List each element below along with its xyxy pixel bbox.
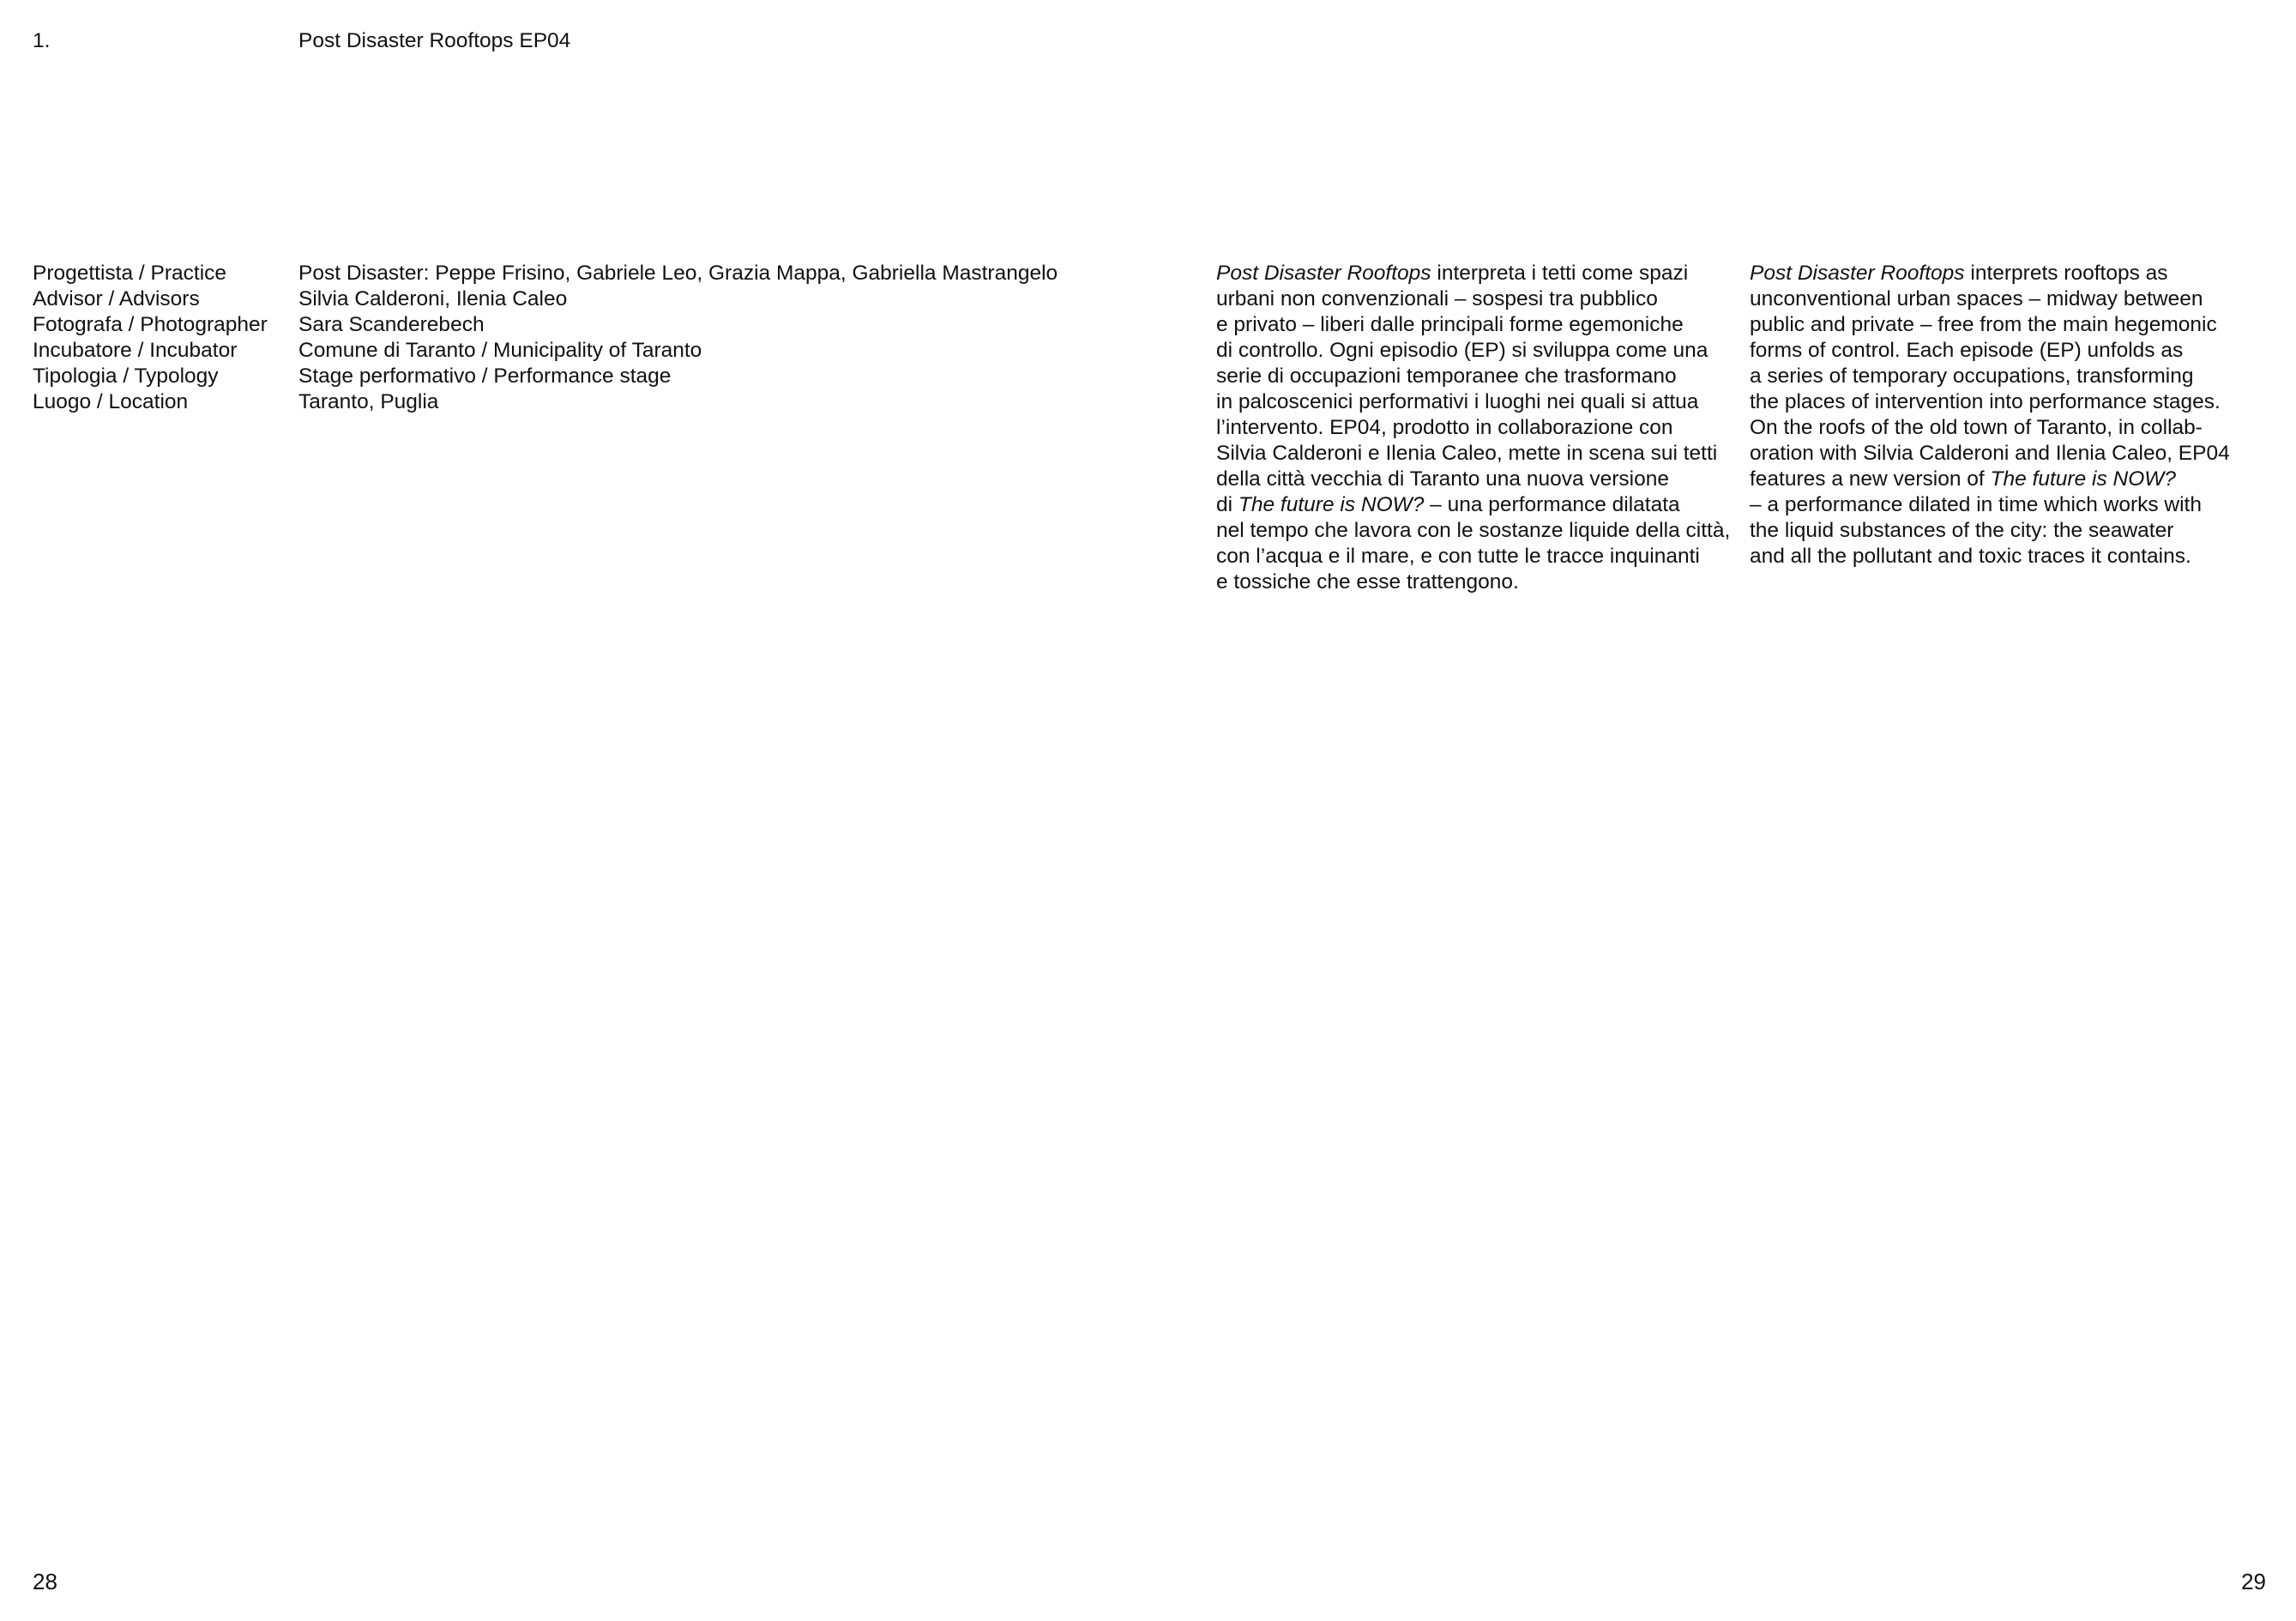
credit-value-practice: Post Disaster: Peppe Frisino, Gabriele Leo, Grazia Mappa, Gabriella Mastrangelo: [298, 262, 1058, 285]
text-line: a series of temporary occupations, transforming: [1750, 365, 2194, 388]
text-line: [1216, 261, 1748, 286]
project-name-italic: Post Disaster Rooftops: [1216, 262, 1431, 285]
text-line: [1750, 261, 2273, 286]
text-line: di controllo. Ogni episodio (EP) si sviluppa come una: [1216, 339, 1708, 362]
text-line: oration with Silvia Calderoni and Ilenia Caleo, EP04: [1750, 442, 2230, 465]
text-line: con l’acqua e il mare, e con tutte le tracce inquinanti: [1216, 545, 1700, 568]
credit-label-advisors: Advisor / Advisors: [33, 287, 200, 310]
text-line: public and private – free from the main hegemonic: [1750, 313, 2217, 336]
text-line: e privato – liberi dalle principali forme egemoniche: [1216, 313, 1684, 336]
text-line: unconventional urban spaces – midway between: [1750, 287, 2203, 310]
text-line: in palcoscenici performativi i luoghi nei quali si attua: [1216, 390, 1699, 413]
text-line: forms of control. Each episode (EP) unfolds as: [1750, 339, 2184, 362]
text-line: the liquid substances of the city: the seawater: [1750, 519, 2174, 542]
text-line: Silvia Calderoni e Ilenia Caleo, mette in scena sui tetti: [1216, 442, 1718, 465]
project-title: Post Disaster Rooftops EP04: [298, 29, 571, 52]
work-title-italic: The future is NOW?: [1990, 467, 2177, 491]
text-line: [1216, 492, 1748, 518]
text-line: della città vecchia di Taranto una nuova versione: [1216, 467, 1669, 491]
text-line: the places of intervention into performance stages.: [1750, 390, 2221, 413]
text-line: – a performance dilated in time which works with: [1750, 493, 2202, 516]
text-fragment: interpreta i tetti come spazi: [1431, 262, 1689, 285]
description-english: [1750, 261, 2273, 569]
text-line: l’intervento. EP04, prodotto in collaborazione con: [1216, 416, 1673, 439]
description-italian: [1216, 261, 1748, 595]
credit-value-typology: Stage performativo / Performance stage: [298, 365, 672, 388]
text-line: serie di occupazioni temporanee che trasformano: [1216, 365, 1677, 388]
credit-value-photographer: Sara Scanderebech: [298, 313, 485, 336]
text-fragment: di: [1216, 493, 1238, 516]
credits-labels: [33, 261, 290, 415]
credit-value-location: Taranto, Puglia: [298, 390, 439, 413]
page-number-right: 29: [2241, 1569, 2266, 1594]
text-line: urbani non convenzionali – sospesi tra pubblico: [1216, 287, 1658, 310]
text-line: [1750, 467, 2273, 492]
credit-label-typology: Tipologia / Typology: [33, 365, 219, 388]
text-fragment: features a new version of: [1750, 467, 1991, 491]
text-line: and all the pollutant and toxic traces it contains.: [1750, 545, 2191, 568]
page-number-left: 28: [33, 1569, 57, 1594]
text-line: nel tempo che lavora con le sostanze liquide della città,: [1216, 519, 1731, 542]
text-line: On the roofs of the old town of Taranto, in collab-: [1750, 416, 2203, 439]
text-line: e tossiche che esse trattengono.: [1216, 570, 1519, 594]
project-name-italic: Post Disaster Rooftops: [1750, 262, 1965, 285]
text-fragment: – una performance dilatata: [1424, 493, 1680, 516]
credit-label-photographer: Fotografa / Photographer: [33, 313, 268, 336]
work-title-italic: The future is NOW?: [1238, 493, 1425, 516]
credit-label-practice: Progettista / Practice: [33, 262, 227, 285]
credit-value-incubator: Comune di Taranto / Municipality of Taranto: [298, 339, 702, 362]
credit-label-incubator: Incubatore / Incubator: [33, 339, 238, 362]
credits-values: [298, 261, 1156, 415]
credit-label-location: Luogo / Location: [33, 390, 189, 413]
credit-value-advisors: Silvia Calderoni, Ilenia Caleo: [298, 287, 568, 310]
text-fragment: interprets rooftops as: [1964, 262, 2168, 285]
section-number: 1.: [33, 29, 51, 52]
